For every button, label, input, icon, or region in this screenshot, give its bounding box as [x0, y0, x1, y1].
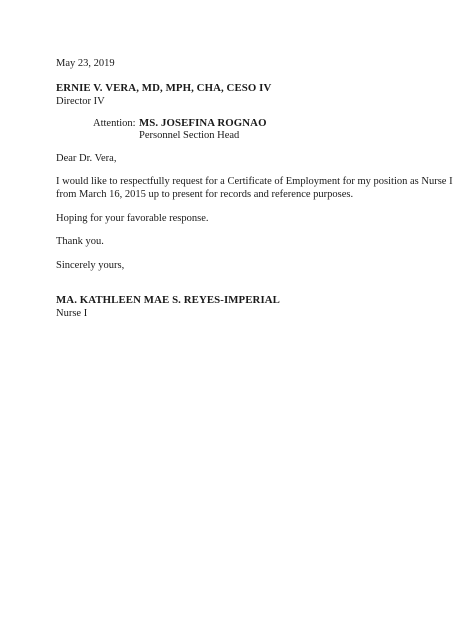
attention-label: Attention:	[93, 118, 136, 129]
sender-title: Nurse I	[56, 308, 88, 319]
body-paragraph-3: Thank you.	[56, 236, 104, 247]
salutation: Dear Dr. Vera,	[56, 153, 117, 164]
sender-name: MA. KATHLEEN MAE S. REYES-IMPERIAL	[56, 294, 280, 306]
letter-date: May 23, 2019	[56, 58, 115, 69]
body-paragraph-1	[56, 176, 453, 201]
closing: Sincerely yours,	[56, 260, 125, 271]
body-paragraph-2: Hoping for your favorable response.	[56, 213, 209, 224]
recipient-title: Director IV	[56, 96, 105, 107]
body-paragraph-1-line-1: I would like to respectfully request for a Certificate of Employment for my position as Nurse I	[56, 176, 453, 187]
body-paragraph-1-line-2: from March 16, 2015 up to present for records and reference purposes.	[56, 188, 354, 200]
attention-title: Personnel Section Head	[139, 130, 240, 141]
recipient-name: ERNIE V. VERA, MD, MPH, CHA, CESO IV	[56, 82, 272, 94]
attention-name: MS. JOSEFINA ROGNAO	[139, 117, 267, 129]
